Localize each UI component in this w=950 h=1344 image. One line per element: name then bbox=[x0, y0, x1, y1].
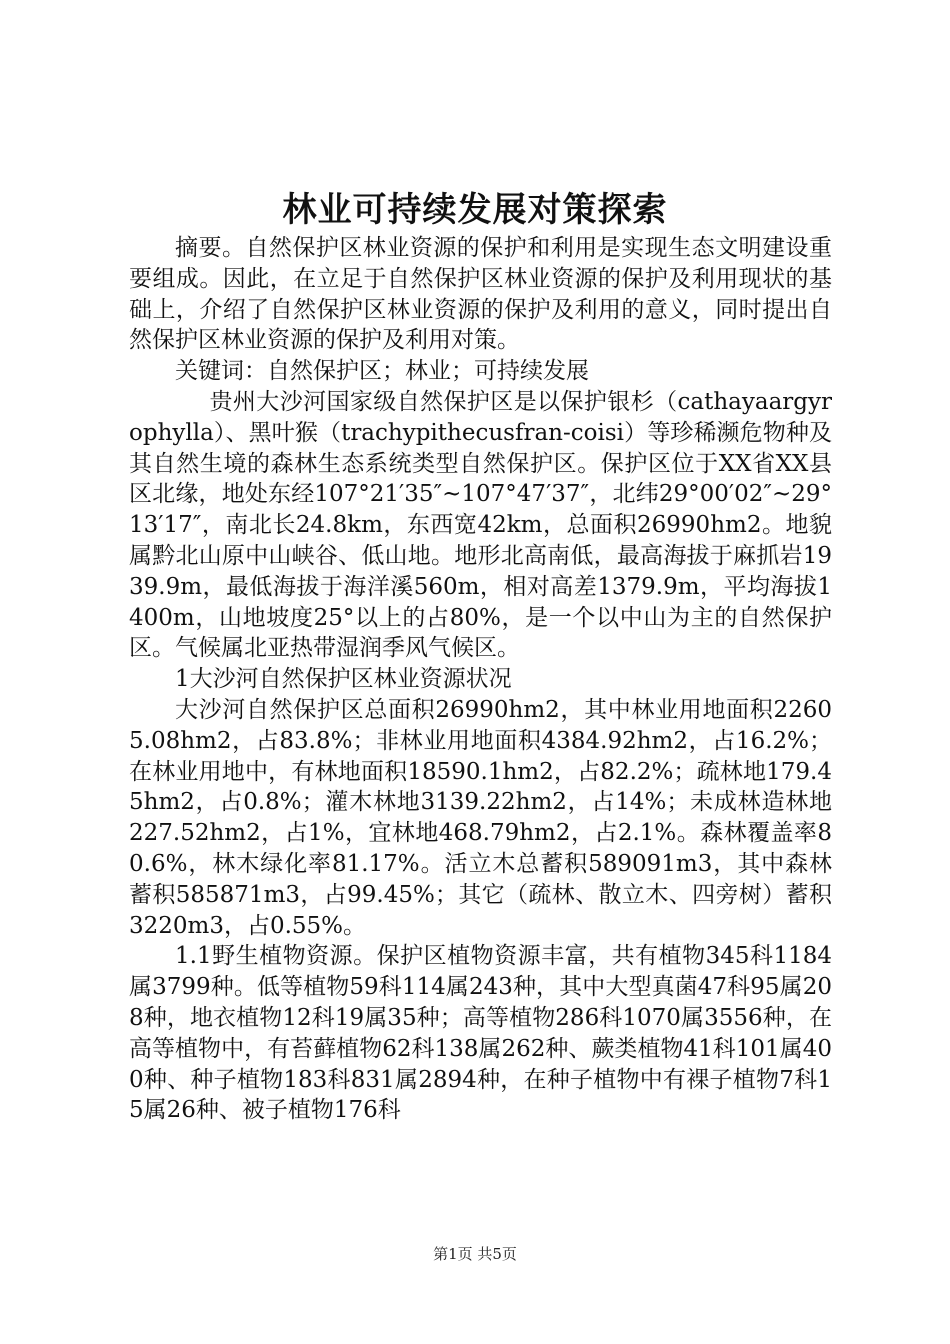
page-footer: 第1页 共5页 bbox=[433, 1245, 517, 1263]
document-body bbox=[129, 233, 832, 1126]
resource-status-paragraph: 大沙河自然保护区总面积26990hm2，其中林业用地面积22605.08hm2，占83.8%；非林业用地面积4384.92hm2，占16.2%；在林业用地中，有林地面积18590.1hm2，占82.2%；疏林地179.45hm2，占0.8%；灌木林地3139.22hm2，占14%；未成林造林地227.52hm2，占1%，宜林地468.79hm2，占2.1%。森林覆盖率80.6%，林木绿化率81.17%。活立木总蓄积589091m3，其中森林蓄积585871m3，占99.45%；其它（疏林、散立木、四旁树）蓄积3220m3，占0.55%。 bbox=[129, 696, 832, 939]
section-heading: 1大沙河自然保护区林业资源状况 bbox=[175, 666, 512, 693]
keywords-paragraph: 关键词：自然保护区；林业；可持续发展 bbox=[175, 358, 589, 385]
document-title: 林业可持续发展对策探索 bbox=[282, 190, 668, 230]
plant-resource-paragraph: 1.1野生植物资源。保护区植物资源丰富，共有植物345科1184属3799种。低等植物59科114属243种，其中大型真菌47科95属208种，地衣植物12科19属35种；高等植物286科1070属3556种，在高等植物中，有苔藓植物62科138属262种、蕨类植物41科101属400种、种子植物183科831属2894种，在种子植物中有裸子植物7科15属26种、被子植物176科 bbox=[129, 943, 832, 1124]
intro-paragraph: 贵州大沙河国家级自然保护区是以保护银杉（cathayaargyrophylla）、黑叶猴（trachypithecusfran-coisi）等珍稀濒危物种及其自然生境的森林生态系统类型自然保护区。保护区位于XX省XX县区北缘，地处东经107°21′35″~107°47′37″，北纬29°00′02″~29°13′17″，南北长24.8km，东西宽42km，总面积26990hm2。地貌属黔北山原中山峡谷、低山地。地形北高南低，最高海拔于麻抓岩1939.9m，最低海拔于海洋溪560m，相对高差1379.9m，平均海拔1400m，山地坡度25°以上的占80%，是一个以中山为主的自然保护区。气候属北亚热带湿润季风气候区。 bbox=[129, 388, 832, 662]
abstract-paragraph: 摘要。自然保护区林业资源的保护和利用是实现生态文明建设重要组成。因此，在立足于自然保护区林业资源的保护及利用现状的基础上，介绍了自然保护区林业资源的保护及利用的意义，同时提出自然保护区林业资源的保护及利用对策。 bbox=[129, 235, 832, 354]
